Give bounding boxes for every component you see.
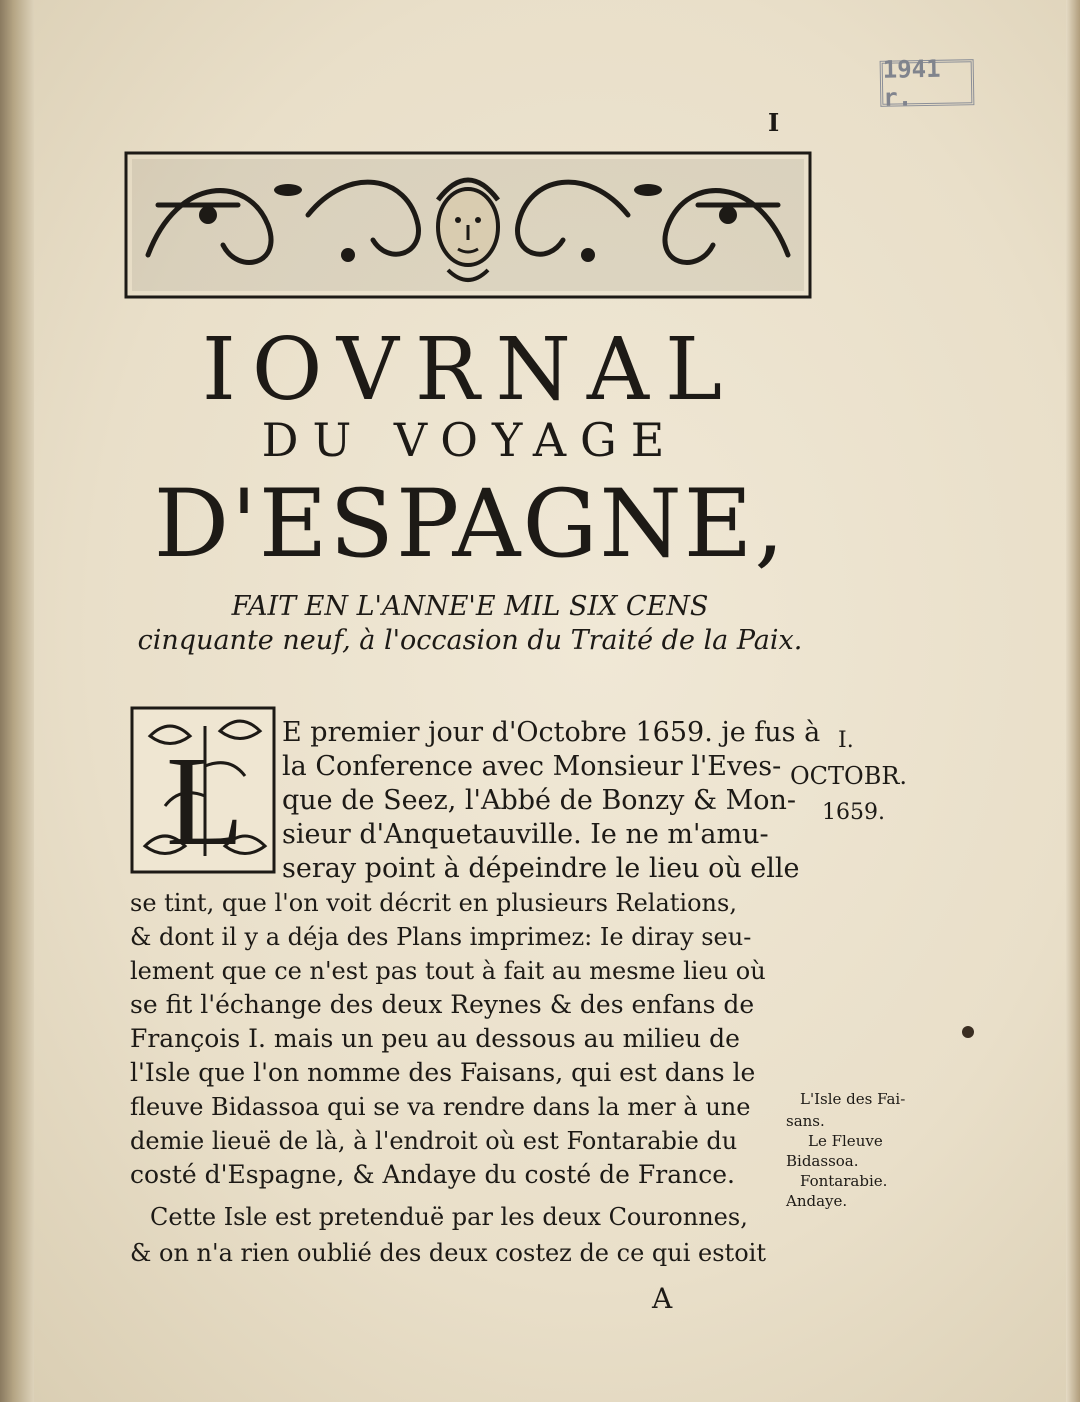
- body-line: sieur d'Anquetauville. Ie ne m'amu-: [282, 819, 769, 850]
- body-line: François I. mais un peu au dessous au milieu de: [130, 1024, 740, 1053]
- margin-note-bidassoa: Bidassoa.: [786, 1152, 859, 1170]
- margin-note-fleuve: Le Fleuve: [808, 1132, 883, 1150]
- subtitle-line-1: FAIT EN L'ANNE'E MIL SIX CENS: [231, 591, 709, 622]
- body-line: E premier jour d'Octobre 1659. je fus à: [282, 717, 821, 748]
- body-line: & on n'a rien oublié des deux costez de ce qui estoit: [130, 1239, 766, 1267]
- subtitle-line-2: cinquante neuf, à l'occasion du Traité de la Paix.: [137, 625, 803, 656]
- body-line: & dont il y a déja des Plans imprimez: Ie diray seu-: [130, 923, 752, 951]
- catchword: A: [652, 1282, 673, 1315]
- body-line: fleuve Bidassoa qui se va rendre dans la mer à une: [130, 1093, 751, 1121]
- margin-note-isle: L'Isle des Fai-: [800, 1090, 906, 1108]
- margin-note-fontarabie: Fontarabie.: [800, 1172, 888, 1190]
- page-number: I: [768, 108, 780, 137]
- page-edge: [1066, 0, 1080, 1402]
- initial-letter: L: [166, 730, 245, 872]
- body-line: Cette Isle est pretenduë par les deux Couronnes,: [150, 1203, 748, 1231]
- library-stamp: 1941 r.: [880, 59, 975, 107]
- body-line: la Conference avec Monsieur l'Eves-: [282, 751, 782, 782]
- decorated-initial: [130, 706, 276, 874]
- body-line: seray point à dépeindre le lieu où elle: [282, 853, 800, 884]
- body-line: l'Isle que l'on nomme des Faisans, qui est dans le: [130, 1058, 756, 1087]
- body-line: se tint, que l'on voit décrit en plusieurs Relations,: [130, 889, 737, 917]
- margin-date-month: OCTOBR.: [790, 762, 908, 790]
- body-line: costé d'Espagne, & Andaye du costé de France.: [130, 1160, 735, 1189]
- ink-spot: [962, 1026, 974, 1038]
- margin-note-isle-2: sans.: [786, 1112, 825, 1130]
- body-line: lement que ce n'est pas tout à fait au mesme lieu où: [130, 957, 766, 985]
- margin-note-andaye: Andaye.: [786, 1192, 848, 1210]
- body-line: se fit l'échange des deux Reynes & des enfans de: [130, 990, 755, 1019]
- title-line-1: IOVRNAL: [201, 320, 739, 420]
- body-line: que de Seez, l'Abbé de Bonzy & Mon-: [282, 785, 797, 816]
- subtitle: [120, 590, 820, 658]
- body-line: demie lieuë de là, à l'endroit où est Fontarabie du: [130, 1127, 738, 1155]
- title-line-2: DU VOYAGE: [261, 413, 679, 467]
- margin-date-year: 1659.: [822, 800, 885, 825]
- margin-date-day: I.: [838, 728, 854, 753]
- title-line-3: D'ESPAGNE,: [153, 470, 787, 579]
- binding-gutter: [0, 0, 34, 1402]
- ornamental-headpiece: [118, 145, 818, 305]
